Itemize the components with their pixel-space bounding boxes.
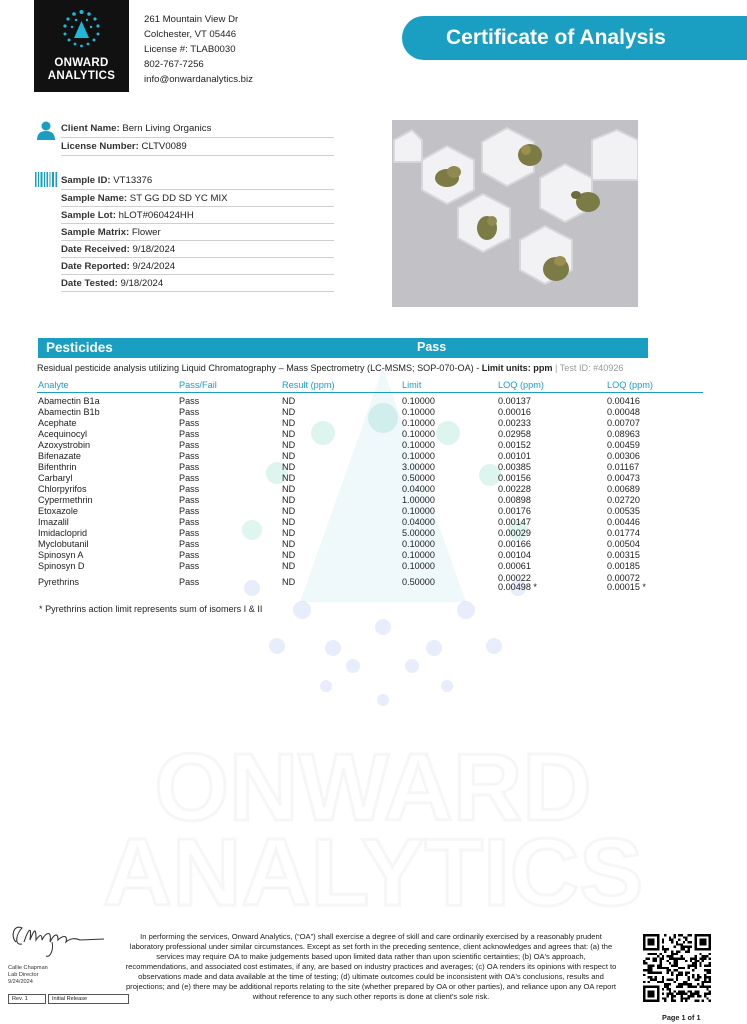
cell-pass-fail: Pass [179, 462, 200, 472]
page-number: Page 1 of 1 [662, 1013, 701, 1022]
cell-result: ND [282, 451, 296, 461]
logo-mark-icon [34, 0, 129, 56]
cell-limit: 0.10000 [402, 440, 435, 450]
table-row [0, 473, 747, 484]
table-row [0, 407, 747, 418]
table-row [0, 462, 747, 473]
signer-name: Callie Chapman [8, 965, 48, 971]
disclaimer-text: In performing the services, Onward Analytics, (“OA”) shall exercise a degree of skill and care ordinarily exercised by a reasonably prudent laboratory professional under similar circumstances. Except as set forth in the preceding sentence, client acknowledges and agrees that: (a) the services may require OA to make judgements based upon limited data rather than upon scientific certainties; (b) OA's approach, recommendations, and associated cost estimates, if any, are based on industry practices and averages; (c) OA renders its opinions with respect to observations made and data available at the time of testing; (d) ultimate outcomes could be inconsistent with OA's conclusions, results and projections; and (e) there may be additional reports relating to the site (whether prepared by OA or other parties), and reliance upon any OA report without reference to any such other reports is done at client's sole risk. [125, 932, 617, 1001]
company-contact [144, 12, 253, 87]
signer-block [8, 965, 48, 986]
divider [61, 155, 334, 156]
cell-analyte: Cypermethrin [38, 495, 93, 505]
cell-loq-2: 0.02720 [607, 495, 640, 505]
cell-loq-1: 0.00228 [498, 484, 531, 494]
cell-pass-fail: Pass [179, 473, 200, 483]
cell-loq-1: 0.00016 [498, 407, 531, 417]
cell-limit: 0.10000 [402, 407, 435, 417]
cell-loq-2: 0.00504 [607, 539, 640, 549]
cell-limit: 0.04000 [402, 517, 435, 527]
table-row [0, 440, 747, 451]
date-tested-line: Date Tested: 9/18/2024 [61, 278, 164, 289]
cell-pass-fail: Pass [179, 484, 200, 494]
table-row [0, 396, 747, 407]
cell-loq-2: 0.00459 [607, 440, 640, 450]
sample-photo [392, 120, 638, 307]
cell-analyte: Carbaryl [38, 473, 73, 483]
cell-loq-1: 0.00101 [498, 451, 531, 461]
cell-loq-2: 0.08963 [607, 429, 640, 439]
cell-loq-1: 0.00385 [498, 462, 531, 472]
cell-loq-1: 0.00061 [498, 561, 531, 571]
table-row [0, 517, 747, 528]
cell-loq-1: 0.00898 [498, 495, 531, 505]
cell-result: ND [282, 429, 296, 439]
cell-loq-2: 0.00707 [607, 418, 640, 428]
cell-analyte: Abamectin B1a [38, 396, 100, 406]
method-description: Residual pesticide analysis utilizing Liquid Chromatography – Mass Spectrometry (LC-MSMS; SOP-070-OA) - Limit units: ppm | Test ID: #40926 [37, 363, 624, 373]
cell-pass-fail: Pass [179, 506, 200, 516]
cell-loq-2: 0.01167 [607, 462, 640, 472]
signer-date: 9/24/2024 [8, 979, 33, 985]
cell-analyte: Acephate [38, 418, 77, 428]
table-row [0, 550, 747, 561]
revision-box [8, 994, 128, 1003]
cell-analyte: Chlorpyrifos [38, 484, 87, 494]
signer-title: Lab Director [8, 972, 39, 978]
cell-pass-fail: Pass [179, 517, 200, 527]
email-link[interactable]: info@onwardanalytics.biz [144, 74, 253, 85]
pesticides-banner [38, 338, 648, 358]
cell-pass-fail: Pass [179, 440, 200, 450]
cell-limit: 0.10000 [402, 396, 435, 406]
cell-result: ND [282, 550, 296, 560]
divider [61, 240, 334, 241]
cell-pass-fail: Pass [179, 495, 200, 505]
cell-loq-1: 0.00152 [498, 440, 531, 450]
col-loq-2: LOQ (ppm) [607, 380, 653, 390]
cell-loq-1: 0.00176 [498, 506, 531, 516]
table-row [0, 418, 747, 429]
cell-loq-1: 0.00029 [498, 528, 531, 538]
cell-loq-2: 0.01774 [607, 528, 640, 538]
svg-text:ANALYTICS: ANALYTICS [102, 819, 644, 926]
cell-analyte: Azoxystrobin [38, 440, 91, 450]
logo-line-2: ANALYTICS [47, 70, 116, 82]
footnote: * Pyrethrins action limit represents sum of isomers I & II [39, 604, 263, 614]
cell-analyte: Myclobutanil [38, 539, 89, 549]
table-row [0, 451, 747, 462]
table-row [0, 506, 747, 517]
signature-image [6, 912, 106, 960]
col-result: Result (ppm) [282, 380, 335, 390]
col-pass-fail: Pass/Fail [179, 380, 217, 390]
cell-loq-2: 0.00446 [607, 517, 640, 527]
cell-loq-1: 0.00233 [498, 418, 531, 428]
cell-result: ND [282, 407, 296, 417]
cell-loq-1: 0.00147 [498, 517, 531, 527]
cell-loq-1: 0.00166 [498, 539, 531, 549]
date-reported-line: Date Reported: 9/24/2024 [61, 261, 176, 272]
revision-number: Rev. 1 [8, 994, 46, 1004]
table-row [0, 429, 747, 440]
divider [61, 274, 334, 275]
cell-pass-fail: Pass [179, 396, 200, 406]
user-icon [36, 120, 56, 140]
divider [61, 137, 334, 138]
cell-analyte: Abamectin B1b [38, 407, 100, 417]
cell-limit: 0.10000 [402, 418, 435, 428]
table-row [0, 484, 747, 495]
section-status-badge: Pass [417, 340, 447, 354]
header-rule [37, 392, 703, 393]
logo-line-1: ONWARD [54, 57, 109, 69]
col-analyte: Analyte [38, 380, 69, 390]
cell-limit: 5.00000 [402, 528, 435, 538]
divider [61, 189, 334, 190]
page-title: Certificate of Analysis [446, 26, 666, 49]
cell-analyte: Acequinocyl [38, 429, 88, 439]
cell-pass-fail: Pass [179, 407, 200, 417]
sample-name-line: Sample Name: ST GG DD SD YC MIX [61, 193, 228, 204]
col-limit: Limit [402, 380, 422, 390]
cell-result: ND [282, 528, 296, 538]
col-loq-1: LOQ (ppm) [498, 380, 544, 390]
cell-loq-1: 0.02958 [498, 429, 531, 439]
cell-analyte: Bifenazate [38, 451, 81, 461]
table-row [0, 495, 747, 506]
cell-loq-2: 0.00315 [607, 550, 640, 560]
svg-text:ONWARD: ONWARD [154, 734, 592, 841]
client-name-line: Client Name: Bern Living Organics [61, 123, 212, 134]
address-line-1: 261 Mountain View Dr [144, 14, 239, 25]
license-number-line: License Number: CLTV0089 [61, 141, 187, 152]
cell-loq-1: 0.00156 [498, 473, 531, 483]
qr-code-icon [643, 934, 711, 1002]
table-row [0, 528, 747, 539]
cell-result: ND [282, 462, 296, 472]
table-row-pyrethrins: Pyrethrins Pass ND 0.50000 0.00022 0.00498 * 0.00072 0.00015 * [38, 573, 646, 592]
cell-loq-2: 0.00473 [607, 473, 640, 483]
cell-limit: 3.00000 [402, 462, 435, 472]
cell-limit: 0.10000 [402, 429, 435, 439]
cell-analyte: Imidacloprid [38, 528, 88, 538]
cell-result: ND [282, 495, 296, 505]
title-banner [402, 16, 747, 60]
date-received-line: Date Received: 9/18/2024 [61, 244, 176, 255]
cell-limit: 0.10000 [402, 451, 435, 461]
cell-limit: 1.00000 [402, 495, 435, 505]
cell-limit: 0.50000 [402, 473, 435, 483]
release-note: Initial Release [48, 994, 129, 1004]
cell-pass-fail: Pass [179, 539, 200, 549]
section-title: Pesticides [46, 340, 113, 355]
cell-limit: 0.10000 [402, 550, 435, 560]
cell-result: ND [282, 418, 296, 428]
cell-result: ND [282, 506, 296, 516]
cell-loq-2: 0.00416 [607, 396, 640, 406]
cell-result: ND [282, 517, 296, 527]
cell-loq-2: 0.00535 [607, 506, 640, 516]
cell-analyte: Spinosyn D [38, 561, 85, 571]
cell-pass-fail: Pass [179, 451, 200, 461]
divider [61, 291, 334, 292]
sample-matrix-line: Sample Matrix: Flower [61, 227, 161, 238]
table-row [0, 539, 747, 550]
cell-loq-1: 0.00137 [498, 396, 531, 406]
cell-result: ND [282, 396, 296, 406]
cell-loq-2: 0.00185 [607, 561, 640, 571]
cell-limit: 0.04000 [402, 484, 435, 494]
cell-pass-fail: Pass [179, 418, 200, 428]
divider [61, 257, 334, 258]
cell-limit: 0.10000 [402, 539, 435, 549]
cell-result: ND [282, 473, 296, 483]
cell-analyte: Bifenthrin [38, 462, 77, 472]
cell-result: ND [282, 539, 296, 549]
phone: 802-767-7256 [144, 59, 204, 70]
cell-limit: 0.10000 [402, 561, 435, 571]
barcode-icon [35, 172, 57, 187]
sample-lot-line: Sample Lot: hLOT#060424HH [61, 210, 194, 221]
cell-loq-2: 0.00689 [607, 484, 640, 494]
lab-license: License #: TLAB0030 [144, 44, 236, 55]
cell-analyte: Imazalil [38, 517, 69, 527]
table-row [0, 561, 747, 572]
cell-pass-fail: Pass [179, 550, 200, 560]
cell-pass-fail: Pass [179, 528, 200, 538]
cell-analyte: Spinosyn A [38, 550, 84, 560]
cell-result: ND [282, 440, 296, 450]
company-logo [34, 0, 129, 92]
cell-analyte: Etoxazole [38, 506, 78, 516]
divider [61, 223, 334, 224]
cell-limit: 0.10000 [402, 506, 435, 516]
cell-pass-fail: Pass [179, 429, 200, 439]
sample-id-line: Sample ID: VT13376 [61, 175, 153, 186]
divider [61, 206, 334, 207]
cell-loq-2: 0.00306 [607, 451, 640, 461]
cell-result: ND [282, 484, 296, 494]
cell-pass-fail: Pass [179, 561, 200, 571]
cell-loq-2: 0.00048 [607, 407, 640, 417]
cell-result: ND [282, 561, 296, 571]
cell-loq-1: 0.00104 [498, 550, 531, 560]
test-id: Test ID: #40926 [559, 363, 624, 373]
address-line-2: Colchester, VT 05446 [144, 29, 237, 40]
